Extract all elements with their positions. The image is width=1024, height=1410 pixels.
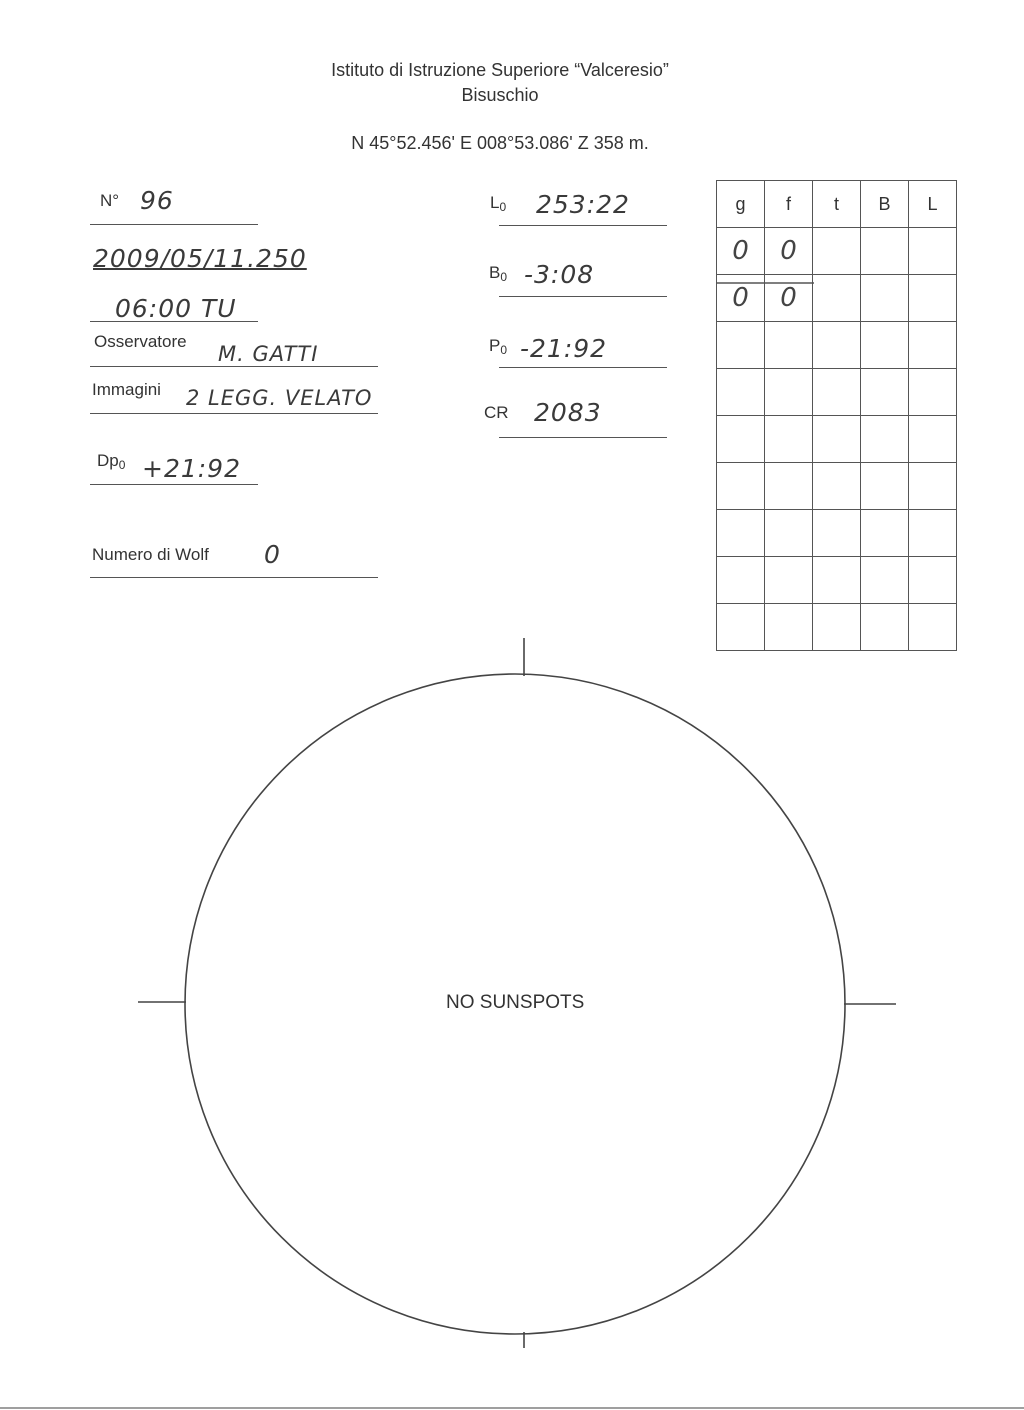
table-cell <box>909 275 957 322</box>
table-cell <box>813 557 861 604</box>
p0-value: -21:92 <box>520 334 608 363</box>
table-cell <box>861 322 909 369</box>
images-rule <box>90 413 378 414</box>
table-cell <box>813 510 861 557</box>
table-cell <box>717 416 765 463</box>
time-value: 06:00 TU <box>115 294 237 323</box>
time-rule <box>90 321 258 322</box>
table-cell <box>765 369 813 416</box>
l0-value: 253:22 <box>536 190 630 219</box>
table-cell <box>813 322 861 369</box>
observer-value: M. GATTI <box>218 342 319 366</box>
header-f: f <box>765 181 813 228</box>
table-cell <box>717 369 765 416</box>
number-value: 96 <box>140 186 174 215</box>
table-cell <box>765 322 813 369</box>
table-cell <box>765 463 813 510</box>
table-cell <box>765 557 813 604</box>
table-cell <box>909 557 957 604</box>
table-cell <box>909 510 957 557</box>
p0-label: $P_0$ <box>489 336 508 357</box>
table-row <box>717 463 957 510</box>
header-b: B <box>861 181 909 228</box>
cr-label: CR <box>484 403 509 422</box>
table-cell <box>861 228 909 275</box>
l0-rule <box>499 225 667 226</box>
header-l: L <box>909 181 957 228</box>
table-cell <box>909 416 957 463</box>
cell-f-2: 0 <box>765 275 813 322</box>
images-value: 2 LEGG. VELATO <box>186 386 373 410</box>
sunspot-count-table <box>716 180 957 651</box>
table-cell <box>813 369 861 416</box>
table-cell <box>861 510 909 557</box>
cell-f-1: 0 <box>765 228 813 275</box>
table-cell <box>909 604 957 651</box>
table-row <box>717 369 957 416</box>
cr-rule <box>499 437 667 438</box>
institute-town: Bisuschio <box>461 85 539 105</box>
table-header-row <box>717 181 957 228</box>
table-cell <box>909 228 957 275</box>
header-g: g <box>717 181 765 228</box>
cell-g-2: 0 <box>717 275 765 322</box>
table-row <box>717 322 957 369</box>
wolf-label: Numero di Wolf <box>92 545 209 564</box>
l0-label: $L_0$ <box>490 193 507 214</box>
table-cell <box>717 557 765 604</box>
table-cell <box>861 416 909 463</box>
table-cell <box>861 557 909 604</box>
number-rule <box>90 224 258 225</box>
dp0-label: $Dp_0$ <box>97 451 126 472</box>
cr-value: 2083 <box>534 398 602 427</box>
table-cell <box>717 510 765 557</box>
table-cell <box>813 416 861 463</box>
table-cell <box>861 369 909 416</box>
table-cell <box>717 463 765 510</box>
dp0-value: +21:92 <box>142 454 241 483</box>
table-row <box>717 416 957 463</box>
table-cell <box>813 604 861 651</box>
table-row <box>717 510 957 557</box>
table-row <box>717 228 957 275</box>
table-cell <box>765 510 813 557</box>
table-row <box>717 275 957 322</box>
wolf-rule <box>90 577 378 578</box>
table-cell <box>909 322 957 369</box>
b0-rule <box>499 296 667 297</box>
institute-title: Istituto di Istruzione Superiore “Valceresio” <box>331 60 669 80</box>
observer-label: Osservatore <box>94 332 187 351</box>
table-cell <box>861 604 909 651</box>
b0-value: -3:08 <box>524 260 595 289</box>
table-cell <box>813 275 861 322</box>
p0-rule <box>499 367 667 368</box>
b0-label: $B_0$ <box>489 263 508 284</box>
table-row <box>717 557 957 604</box>
header-t: t <box>813 181 861 228</box>
images-label: Immagini <box>92 380 161 399</box>
dp0-rule <box>90 484 258 485</box>
cell-g-1: 0 <box>717 228 765 275</box>
wolf-value: 0 <box>264 540 281 569</box>
date-value: 2009/05/11.250 <box>93 244 307 273</box>
observer-rule <box>90 366 378 367</box>
table-cell <box>813 463 861 510</box>
disk-status-text: NO SUNSPOTS <box>446 992 585 1013</box>
table-cell <box>909 369 957 416</box>
observatory-coordinates: N 45°52.456' E 008°53.086' Z 358 m. <box>351 133 649 153</box>
table-row <box>717 604 957 651</box>
table-cell <box>765 604 813 651</box>
table-cell <box>861 275 909 322</box>
table-cell <box>813 228 861 275</box>
table-cell <box>765 416 813 463</box>
number-label: N° <box>100 191 120 210</box>
table-cell <box>861 463 909 510</box>
table-cell <box>717 604 765 651</box>
table-cell <box>909 463 957 510</box>
table-cell <box>717 322 765 369</box>
